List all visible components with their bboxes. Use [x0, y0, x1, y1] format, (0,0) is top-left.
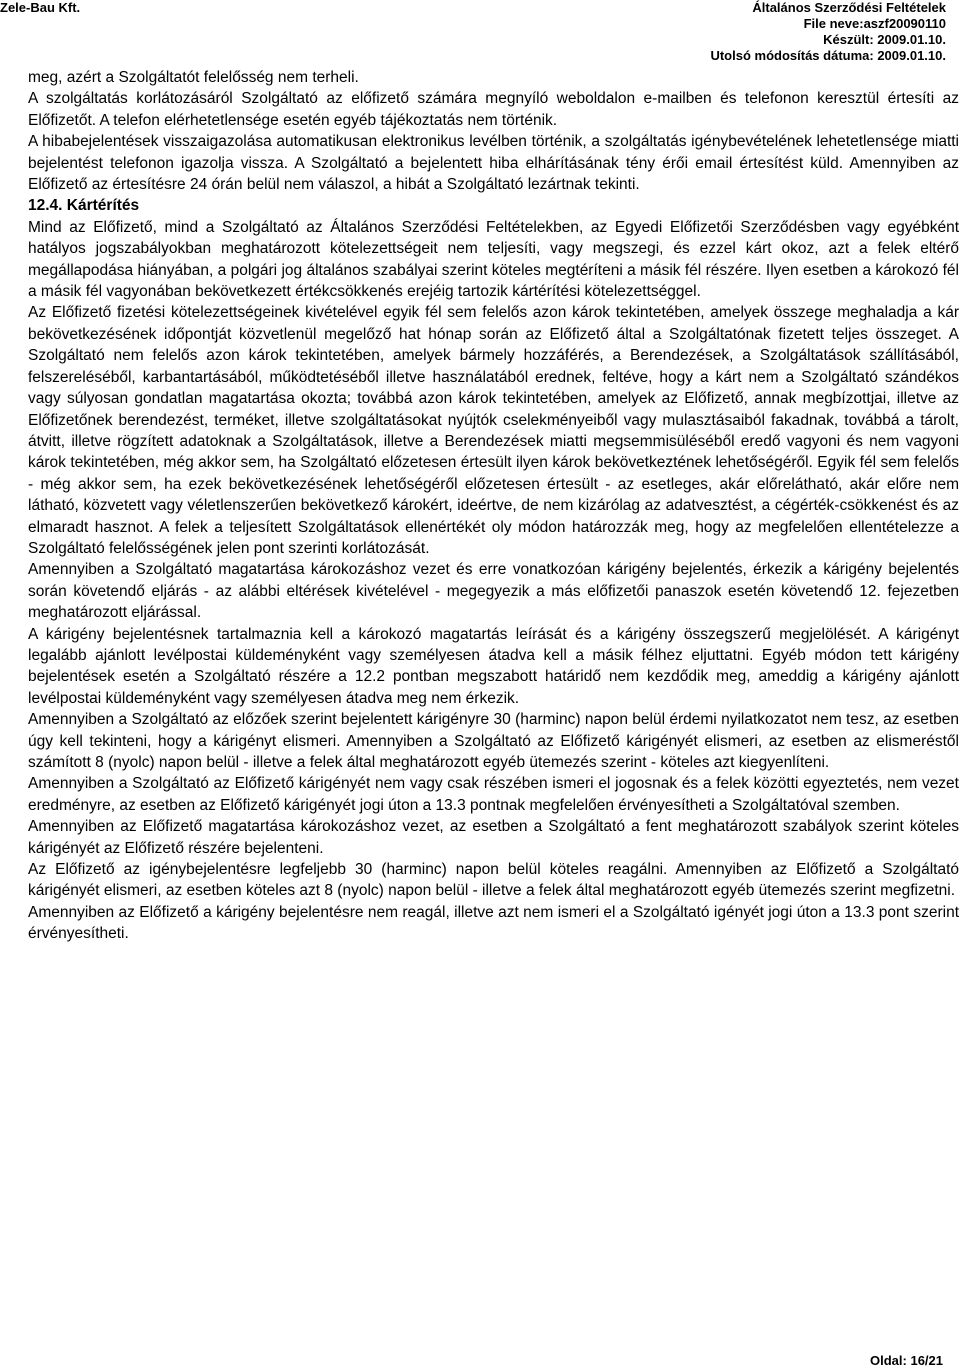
created-date: Készült: 2009.01.10.	[823, 32, 946, 47]
modified-date: Utolsó módosítás dátuma: 2009.01.10.	[710, 48, 946, 63]
page-number: Oldal: 16/21	[870, 1353, 943, 1368]
paragraph: A kárigény bejelentésnek tartalmaznia kell a károkozó magatartás leírását és a kárigény összegszerű megjelölését. A kárigényt legalább ajánlott levélpostai küldeményként vagy személyesen átadva kell a másik félhez eljuttatni. Egyéb módon tett kárigény bejelentések esetén a Szolgáltató részére a 12.2 pontban megszabott határidő nem kezdődik meg, ameddig a kárigény ajánlott levélpostai küldeményként vagy személyesen átadva meg nem érkezik.	[28, 625, 959, 707]
paragraph: Amennyiben az Előfizető magatartása károkozáshoz vezet, az esetben a Szolgáltató a fent meghatározott szabályok szerint köteles kárigényét az Előfizető részére bejelenteni.	[28, 818, 959, 857]
paragraph: Amennyiben a Szolgáltató az Előfizető kárigényét nem vagy csak részében ismeri el jogosnak és a felek közötti egyeztetés, nem vezet eredményre, az esetben az Előfizető kárigényét jogi úton a 13.3 pontnak megfelelően érvényesítheti a Szolgáltatóval szemben.	[28, 775, 959, 814]
paragraph: Amennyiben az Előfizető a kárigény bejelentésre nem reagál, illetve azt nem ismeri el a Szolgáltató igényét jogi úton a 13.3 pont szerint érvényesítheti.	[28, 903, 959, 943]
document-info	[710, 0, 946, 64]
company-name: Zele-Bau Kft.	[0, 0, 81, 15]
paragraph: A szolgáltatás korlátozásáról Szolgáltató az előfizető számára megnyíló weboldalon e-mailben és telefonon keresztül értesíti az Előfizetőt. A telefon elérhetetlensége esetén egyéb tájékoztatás nem történik.	[28, 90, 959, 129]
paragraph: Mind az Előfizető, mind a Szolgáltató az Általános Szerződési Feltételekben, az Egyedi Előfizetői Szerződésben vagy egyébként hatályos jogszabályokban meghatározott kötelezettségeit nem teljesíti, vagy megszegi, és ezzel kárt okoz, azt a felek eltérő megállapodása hiányában, a polgári jog általános szabályai szerint köteles megtéríteni a másik fél részére. Ilyen esetben a károkozó fél a másik fél vagyonában bekövetkezett értékcsökkenés erejéig tartozik kártérítési kötelezettséggel.	[28, 218, 959, 301]
paragraph: meg, azért a Szolgáltatót felelősség nem terheli.	[28, 69, 359, 86]
paragraph: Az Előfizető az igénybejelentésre legfeljebb 30 (harminc) napon belül köteles reagálni. Amennyiben az Előfizető a Szolgáltató kárigényét elismeri, az esetben köteles azt 8 (nyolc) napon belül - illetve a felek által meghatározott egyéb ütemezés szerint megfizetni.	[28, 861, 959, 900]
paragraph: A hibabejelentések visszaigazolása automatikusan elektronikus levélben történik, a szolgáltatás igénybevételének lehetetlensége miatti bejelentést telefonon igazolja vissza. A Szolgáltató a bejelentett hiba elhárításának tény érői email értesítést küld. Amennyiben az Előfizető az értesítésre 24 órán belül nem válaszol, a hibát a Szolgáltató lezártnak tekinti.	[28, 133, 959, 194]
paragraph: Az Előfizető fizetési kötelezettségeinek kivételével egyik fél sem felelős azon károk tekintetében, amelyek összege meghaladja a kár bekövetkezésének időpontját közvetlenül megelőző hat hónap során az Előfizető által a Szolgáltatónak fizetett teljes összeget. A Szolgáltató nem felelős azon károk tekintetében, amelyek bármely hozzáférés, a Berendezések, a Szolgáltatások szállításából, felszereléséből, karbantartásából, működtetéséből illetve használatából erednek, feltéve, hogy a kárt nem a Szolgáltató szándékos vagy súlyosan gondatlan magatartása okozta; továbbá azon károk tekintetében, amelyek az Előfizető, annak megbízottjai, illetve az Előfizetőnek berendezést, terméket, illetve szolgáltatásokat nyújtók cselekményeiből vagy mulasztásaiból fakadnak, továbbá a tárolt, átvitt, illetve rögzített adatoknak a Szolgáltatások, illetve a Berendezések miatti megsemmisüléséből eredő vagyoni és nem vagyoni károk tekintetében, még akkor sem, ha Szolgáltató előzetesen értesült ilyen károk bekövetkeztének lehetőségéről. Egyik fél sem felelős - még akkor sem, ha ezek bekövetkezésének lehetőségéről előzetesen értesült - az esetleges, akár előrelátható, akár előre nem látható, közvetett vagy véletlenszerűen bekövetkező károkért, ideértve, de nem kizárólag az adatvesztést, a cégérték-csökkenést és az elmaradt hasznot. A felek a teljesített Szolgáltatások ellenértékét oly módon határozzák meg, hogy az megfelelően ellentételezze a Szolgáltató felelősségének jelen pont szerinti korlátozását.	[28, 304, 959, 557]
section-title: 12.4. Kártérítés	[28, 197, 140, 215]
paragraph: Amennyiben a Szolgáltató az előzőek szerint bejelentett kárigényre 30 (harminc) napon belül érdemi nyilatkozatot nem tesz, az esetben úgy kell tekinteni, hogy a kárigényt elismeri. Amennyiben a Szolgáltató az Előfizető kárigényét elismeri, az esetben az elismeréstől számított 8 (nyolc) napon belül - illetve a felek által meghatározott egyéb ütemezés szerint - köteles azt kiegyenlíteni.	[28, 711, 959, 771]
document-body	[28, 67, 959, 945]
paragraph: Amennyiben a Szolgáltató magatartása károkozáshoz vezet és erre vonatkozóan kárigény bejelentés, érkezik a kárigény bejelentés során követendő eljárás - az alábbi eltérések kivételével - megegyezik a más előfizetői panaszok esetén követendő 12. fejezetben meghatározott eljárással.	[28, 561, 959, 622]
document-title: Általános Szerződési Feltételek	[752, 0, 946, 15]
file-name: File neve:aszf20090110	[803, 16, 946, 31]
